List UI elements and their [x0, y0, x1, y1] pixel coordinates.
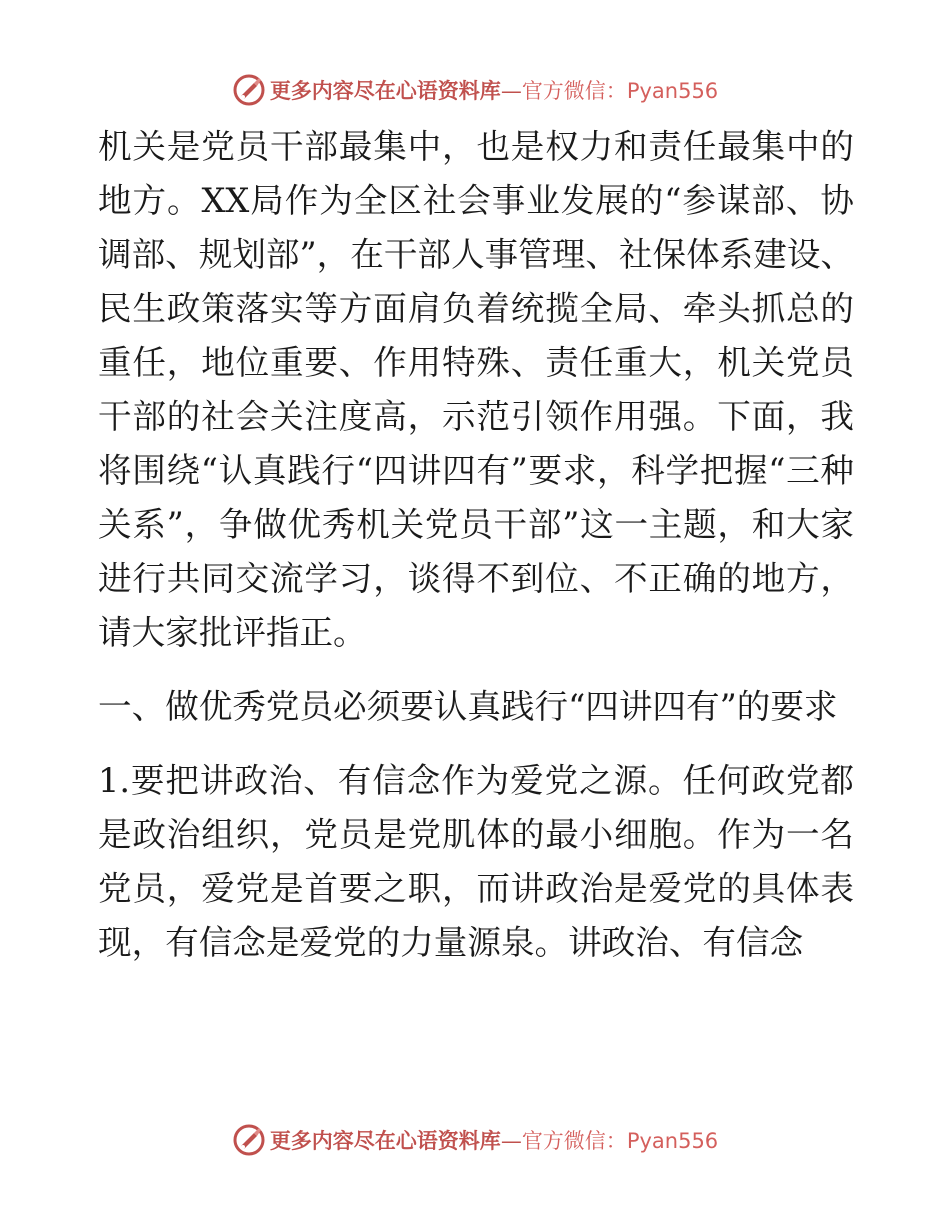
watermark-logo-icon — [232, 73, 266, 107]
watermark-main-text: 更多内容尽在心语资料库 — [269, 1129, 501, 1153]
watermark-wechat-id: Pyan556 — [626, 1129, 719, 1153]
watermark-dash: — — [500, 1129, 522, 1153]
watermark-wechat-label: 官方微信： — [521, 1129, 627, 1153]
watermark-main-text: 更多内容尽在心语资料库 — [269, 79, 501, 103]
paragraph-point-1: 1.要把讲政治、有信念作为爱党之源。任何政党都是政治组织，党员是党肌体的最小细胞。作为一名党员，爱党是首要之职，而讲政治是爱党的具体表现，有信念是爱党的力量源泉。讲政治、有信念 — [98, 761, 854, 962]
watermark-banner-top — [0, 68, 950, 112]
watermark-dash: — — [500, 79, 522, 103]
watermark-logo-icon — [232, 1123, 266, 1157]
section-heading-1: 一、做优秀党员必须要认真践行“四讲四有”的要求 — [98, 687, 838, 726]
watermark-text — [270, 75, 718, 105]
watermark-banner-bottom — [0, 1118, 950, 1162]
paragraph-intro: 机关是党员干部最集中，也是权力和责任最集中的地方。XX局作为全区社会事业发展的“参谋部、协调部、规划部”，在干部人事管理、社保体系建设、民生政策落实等方面肩负着统揽全局、牵头抓总的重任，地位重要、作用特殊、责任重大，机关党员干部的社会关注度高，示范引领作用强。下面，我将围绕“认真践行“四讲四有”要求，科学把握“三种关系”，争做优秀机关党员干部”这一主题，和大家进行共同交流学习，谈得不到位、不正确的地方，请大家批评指正。 — [98, 127, 854, 652]
watermark-wechat-id: Pyan556 — [626, 79, 719, 103]
watermark-wechat-label: 官方微信： — [521, 79, 627, 103]
watermark-text — [270, 1125, 718, 1155]
document-body — [98, 120, 854, 970]
